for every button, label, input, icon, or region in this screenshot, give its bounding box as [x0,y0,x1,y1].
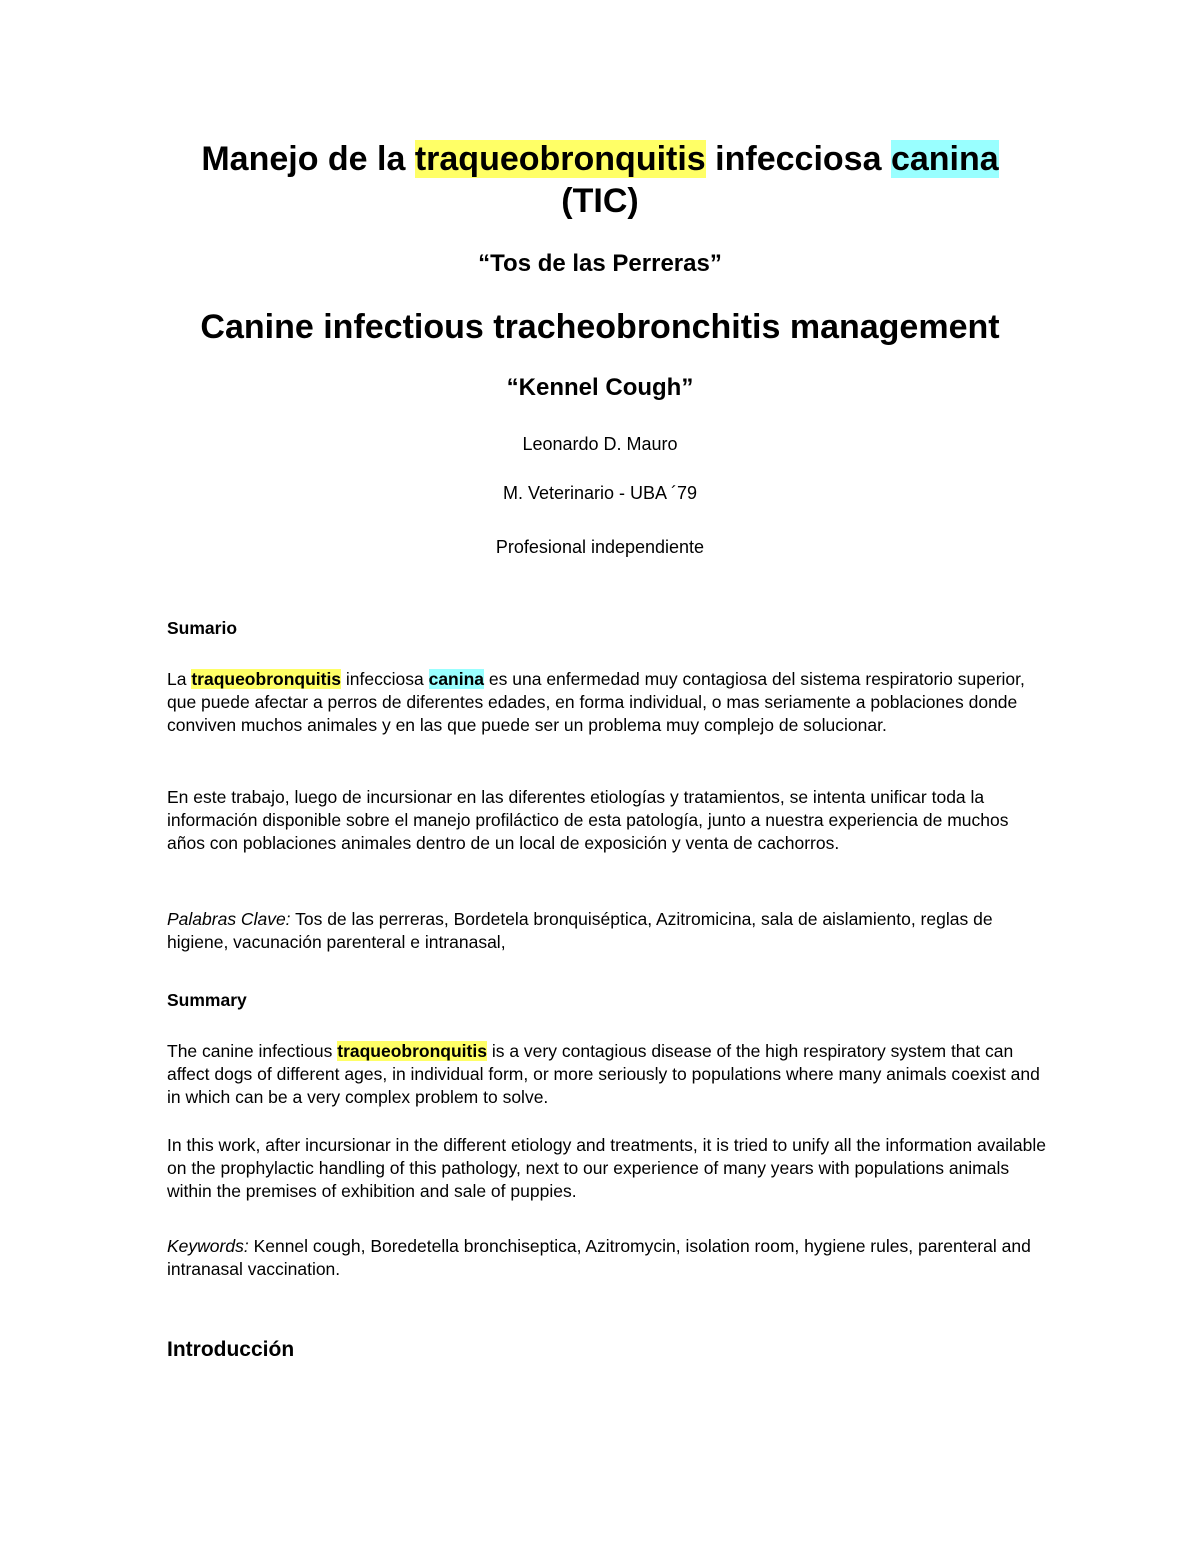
sumario-keywords-text: Tos de las perreras, Bordetela bronquiséptica, Azitromicina, sala de aislamiento, reglas de higiene, vacunación parenteral e intranasal, [167,909,993,952]
title-es-suffix: (TIC) [561,182,639,220]
summary-p1-a: The canine infectious [167,1041,338,1061]
subtitle-en: “Kennel Cough” [506,374,694,401]
sumario-highlight-2: canina [428,669,485,689]
title-es-prefix: Manejo de la [201,140,415,178]
title-en: Canine infectious tracheobronchitis management [200,308,1000,346]
sumario-p1-c: es una enfermedad muy contagiosa del sistema respiratorio superior, que puede afectar a perros de diferentes edades, en forma individual, o mas seriamente a poblaciones donde conviven muchos animales y en las que puede ser un problema muy complejo de solucionar. [167,669,1025,735]
summary-keywords-text: Kennel cough, Boredetella bronchiseptica, Azitromycin, isolation room, hygiene rules, parenteral and intranasal vaccination. [167,1236,1031,1279]
title-es-highlight-1: traqueobronquitis [414,140,706,178]
summary-p1-b: is a very contagious disease of the high respiratory system that can affect dogs of different ages, in individual form, or more seriously to populations where many animals coexist and in which can be a very complex problem to solve. [167,1041,1040,1107]
summary-paragraph-2: In this work, after incursionar in the different etiology and treatments, it is tried to unify all the information available on the prophylactic handling of this pathology, next to our experience of many years with populations animals within the premises of exhibition and sale of puppies. [167,1135,1047,1201]
intro-heading: Introducción [167,1338,295,1361]
summary-highlight: traqueobronquitis [337,1041,487,1061]
subtitle-es: “Tos de las Perreras” [478,250,722,277]
sumario-p1-b: infecciosa [341,669,429,689]
title-es [0,138,1200,222]
sumario-highlight-1: traqueobronquitis [191,669,342,689]
summary-heading: Summary [167,990,247,1010]
sumario-keywords [167,908,1047,954]
sumario-heading: Sumario [167,618,238,638]
role: Profesional independiente [495,537,705,557]
title-es-mid: infecciosa [705,140,891,178]
degree: M. Veterinario - UBA ´79 [502,483,698,503]
sumario-paragraph-2: En este trabajo, luego de incursionar en las diferentes etiologías y tratamientos, se intenta unificar toda la información disponible sobre el manejo profiláctico de esta patología, junto a nuestra experiencia de muchos años con poblaciones animales dentro de un local de exposición y venta de cachorros. [167,787,1009,853]
sumario-paragraph-1 [167,668,1047,737]
summary-paragraph-1 [167,1040,1047,1109]
summary-keywords [167,1235,1047,1281]
title-es-highlight-2: canina [890,140,999,178]
summary-keywords-label: Keywords: [167,1236,249,1256]
sumario-keywords-label: Palabras Clave: [167,909,291,929]
author: Leonardo D. Mauro [522,434,678,454]
sumario-p1-a: La [167,669,192,689]
